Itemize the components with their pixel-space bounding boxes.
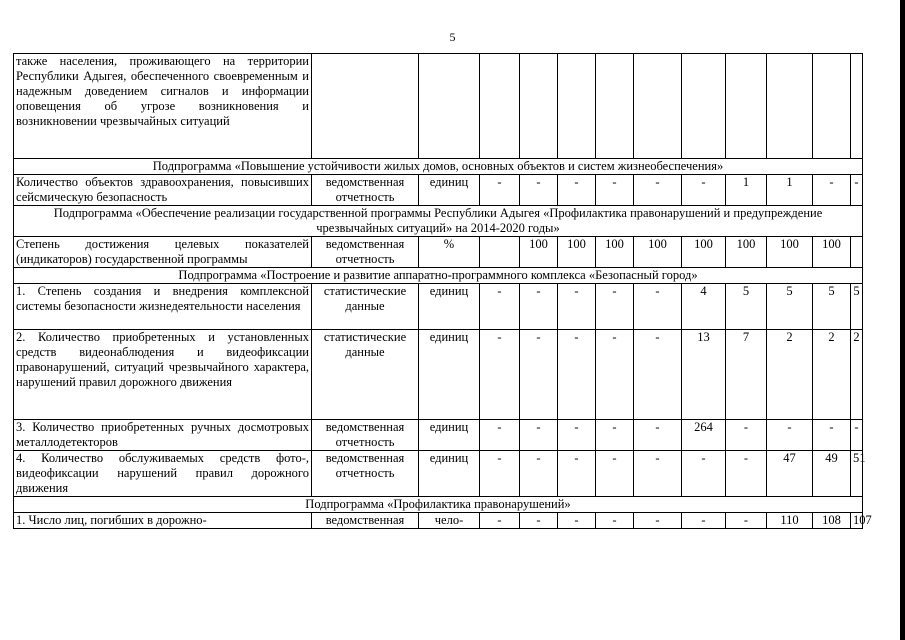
subprogram-header-row xyxy=(14,206,863,237)
year-value-cell: - xyxy=(634,284,682,330)
year-value-cell xyxy=(682,54,726,159)
table-row xyxy=(14,451,863,497)
year-value-cell xyxy=(767,54,813,159)
unit-of-measure: единиц xyxy=(419,284,480,330)
year-value-cell: - xyxy=(596,513,634,529)
year-value-cell: - xyxy=(520,420,558,451)
indicators-table xyxy=(13,53,872,529)
year-value-cell: - xyxy=(634,420,682,451)
data-source: ведомственная xyxy=(312,513,419,529)
year-value-cell: 51 xyxy=(851,451,863,497)
year-value-cell: - xyxy=(520,284,558,330)
year-value-cell: - xyxy=(558,330,596,420)
year-value-cell: - xyxy=(480,451,520,497)
year-value-cell: 7 xyxy=(726,330,767,420)
data-source: статистические данные xyxy=(312,330,419,420)
data-source xyxy=(312,54,419,159)
year-value-cell: 100 xyxy=(634,237,682,268)
year-value-cell: - xyxy=(480,175,520,206)
year-value-cell: - xyxy=(480,330,520,420)
year-value-cell: - xyxy=(634,451,682,497)
year-value-cell: - xyxy=(813,175,851,206)
year-value-cell: - xyxy=(596,284,634,330)
data-source: ведомственная отчетность xyxy=(312,175,419,206)
year-value-cell: - xyxy=(634,175,682,206)
year-value-cell: - xyxy=(851,420,863,451)
year-value-cell xyxy=(813,54,851,159)
year-value-cell: 47 xyxy=(767,451,813,497)
year-value-cell: 4 xyxy=(682,284,726,330)
year-value-cell: 100 xyxy=(726,237,767,268)
year-value-cell: 5 xyxy=(726,284,767,330)
year-value-cell: 5 xyxy=(767,284,813,330)
year-value-cell: - xyxy=(726,451,767,497)
year-value-cell: 100 xyxy=(813,237,851,268)
year-value-cell xyxy=(596,54,634,159)
indicator-name: Количество объектов здравоохранения, повысивших сейсмическую безопасность xyxy=(14,175,312,206)
subprogram-header-row xyxy=(14,268,863,284)
year-value-cell: - xyxy=(596,175,634,206)
year-value-cell: 1 xyxy=(726,175,767,206)
subprogram-title: Подпрограмма «Обеспечение реализации государственной программы Республики Адыгея «Профилактика правонарушений и предупреждение чрезвычайных ситуаций» на 2014-2020 годы» xyxy=(14,206,863,237)
subprogram-header-row xyxy=(14,159,863,175)
table-row xyxy=(14,175,863,206)
year-value-cell xyxy=(634,54,682,159)
year-value-cell: - xyxy=(813,420,851,451)
subprogram-title: Подпрограмма «Профилактика правонарушений» xyxy=(14,497,863,513)
year-value-cell: 100 xyxy=(682,237,726,268)
year-value-cell: 49 xyxy=(813,451,851,497)
year-value-cell: - xyxy=(480,513,520,529)
year-value-cell: - xyxy=(520,330,558,420)
year-value-cell: 13 xyxy=(682,330,726,420)
year-value-cell: - xyxy=(634,513,682,529)
year-value-cell: 107 xyxy=(851,513,863,529)
subprogram-title: Подпрограмма «Повышение устойчивости жилых домов, основных объектов и систем жизнеобеспечения» xyxy=(14,159,863,175)
year-value-cell: 2 xyxy=(813,330,851,420)
year-value-cell: 100 xyxy=(558,237,596,268)
year-value-cell: 100 xyxy=(520,237,558,268)
page-number: 5 xyxy=(449,30,456,44)
data-source: ведомственная отчетность xyxy=(312,451,419,497)
data-source: ведомственная отчетность xyxy=(312,237,419,268)
year-value-cell: - xyxy=(767,420,813,451)
year-value-cell: - xyxy=(682,513,726,529)
year-value-cell: - xyxy=(558,420,596,451)
table-row xyxy=(14,54,863,159)
year-value-cell: - xyxy=(596,451,634,497)
year-value-cell: - xyxy=(520,451,558,497)
year-value-cell: - xyxy=(520,175,558,206)
year-value-cell: - xyxy=(558,175,596,206)
year-value-cell xyxy=(480,54,520,159)
year-value-cell: 100 xyxy=(596,237,634,268)
unit-of-measure: % xyxy=(419,237,480,268)
unit-of-measure: единиц xyxy=(419,420,480,451)
indicator-name: 2. Количество приобретенных и установленных средств видеонаблюдения и видеофиксации правонарушений, ситуаций чрезвычайного характера, нарушений правил дорожного движения xyxy=(14,330,312,420)
year-value-cell: - xyxy=(682,175,726,206)
unit-of-measure: единиц xyxy=(419,330,480,420)
subprogram-header-row xyxy=(14,497,863,513)
data-source: ведомственная отчетность xyxy=(312,420,419,451)
year-value-cell: - xyxy=(851,175,863,206)
indicator-name: 1. Число лиц, погибших в дорожно- xyxy=(14,513,312,529)
subprogram-title: Подпрограмма «Построение и развитие аппаратно-программного комплекса «Безопасный город» xyxy=(14,268,863,284)
year-value-cell: - xyxy=(596,330,634,420)
year-value-cell: - xyxy=(726,513,767,529)
year-value-cell: 110 xyxy=(767,513,813,529)
indicator-name: также населения, проживающего на территории Республики Адыгея, обеспеченного своевременным и надежным доведением сигналов и информации оповещения об угрозе возникновения и возникновении чрезвычайных ситуаций xyxy=(14,54,312,159)
table-row xyxy=(14,330,863,420)
table-row xyxy=(14,284,863,330)
indicator-name: 3. Количество приобретенных ручных досмотровых металлодетекторов xyxy=(14,420,312,451)
data-source: статистические данные xyxy=(312,284,419,330)
unit-of-measure: единиц xyxy=(419,175,480,206)
table-row xyxy=(14,237,863,268)
year-value-cell: 264 xyxy=(682,420,726,451)
year-value-cell xyxy=(851,237,863,268)
year-value-cell: - xyxy=(558,513,596,529)
year-value-cell: 108 xyxy=(813,513,851,529)
year-value-cell xyxy=(851,54,863,159)
year-value-cell: - xyxy=(634,330,682,420)
year-value-cell: - xyxy=(726,420,767,451)
year-value-cell: 1 xyxy=(767,175,813,206)
table-body xyxy=(14,54,872,529)
table-row xyxy=(14,420,863,451)
unit-of-measure: единиц xyxy=(419,451,480,497)
year-value-cell xyxy=(558,54,596,159)
year-value-cell: 2 xyxy=(767,330,813,420)
year-value-cell: - xyxy=(596,420,634,451)
year-value-cell: - xyxy=(558,284,596,330)
indicator-name: Степень достижения целевых показателей (индикаторов) государственной программы xyxy=(14,237,312,268)
year-value-cell: 5 xyxy=(851,284,863,330)
indicator-name: 4. Количество обслуживаемых средств фото-, видеофиксации нарушений правил дорожного движения xyxy=(14,451,312,497)
year-value-cell: 5 xyxy=(813,284,851,330)
year-value-cell: 100 xyxy=(767,237,813,268)
year-value-cell xyxy=(726,54,767,159)
year-value-cell: - xyxy=(682,451,726,497)
unit-of-measure: чело- xyxy=(419,513,480,529)
year-value-cell: 2 xyxy=(851,330,863,420)
year-value-cell: - xyxy=(558,451,596,497)
year-value-cell: - xyxy=(480,420,520,451)
indicator-name: 1. Степень создания и внедрения комплексной системы безопасности жизнедеятельности населения xyxy=(14,284,312,330)
unit-of-measure xyxy=(419,54,480,159)
year-value-cell: - xyxy=(520,513,558,529)
table-row xyxy=(14,513,863,529)
scan-edge xyxy=(900,0,905,640)
year-value-cell xyxy=(480,237,520,268)
year-value-cell xyxy=(520,54,558,159)
year-value-cell: - xyxy=(480,284,520,330)
